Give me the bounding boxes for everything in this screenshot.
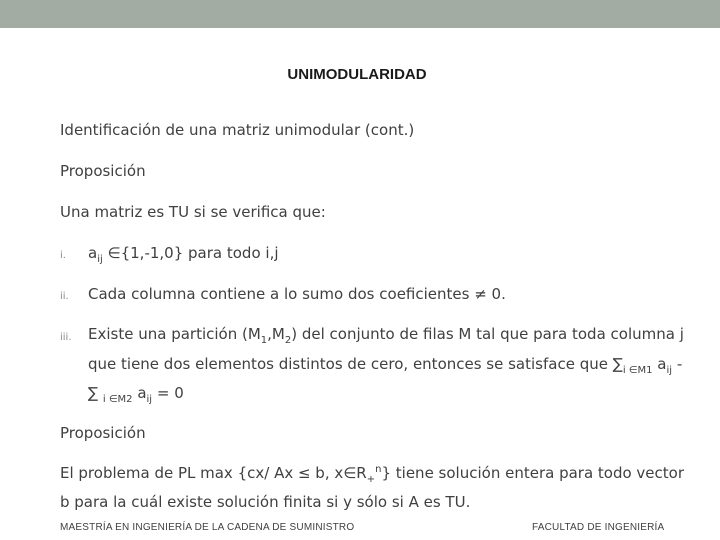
item-marker-iii: iii.: [60, 332, 72, 343]
item-iii-line3: ∑ $_{i \in M2}$ $a_{ij} = 0$: [88, 384, 184, 405]
item-i: $a_{ij}$ ∈{1,-1,0} para todo i,j: [88, 244, 279, 265]
footer-right: FACULTAD DE INGENIERÍA: [532, 522, 665, 533]
item-iii-line2: que tiene dos elementos distintos de cero, entonces se satisface que $\sum_{i \in M1}$ $a_{ij}$ -: [88, 355, 683, 376]
top-banner: [0, 0, 720, 28]
slide-title: UNIMODULARIDAD: [287, 66, 427, 83]
item-marker-ii: ii.: [60, 291, 69, 302]
heading-proposicion-1: Proposición: [60, 162, 146, 180]
item-iii-line1: Existe una partición $(M_1,M_2)$ del conjunto de filas M tal que para toda columna j: [88, 325, 684, 346]
prop2-line2: b para la cuál existe solución finita si y sólo si A es TU.: [60, 493, 471, 511]
slide-subtitle: Identificación de una matriz unimodular (cont.): [60, 121, 415, 139]
footer-left: MAESTRÍA EN INGENIERÍA DE LA CADENA DE SUMINISTRO: [60, 522, 355, 533]
intro-text: Una matriz es TU si se verifica que:: [60, 203, 326, 221]
item-marker-i: i.: [60, 250, 66, 261]
heading-proposicion-2: Proposición: [60, 424, 146, 442]
prop2-line1: El problema de PL max {cx/ Ax ≤ b, $x\in R_+^n$} tiene solución entera para todo vector: [60, 464, 685, 485]
item-ii: Cada columna contiene a lo sumo dos coeficientes ≠ 0.: [88, 285, 506, 303]
